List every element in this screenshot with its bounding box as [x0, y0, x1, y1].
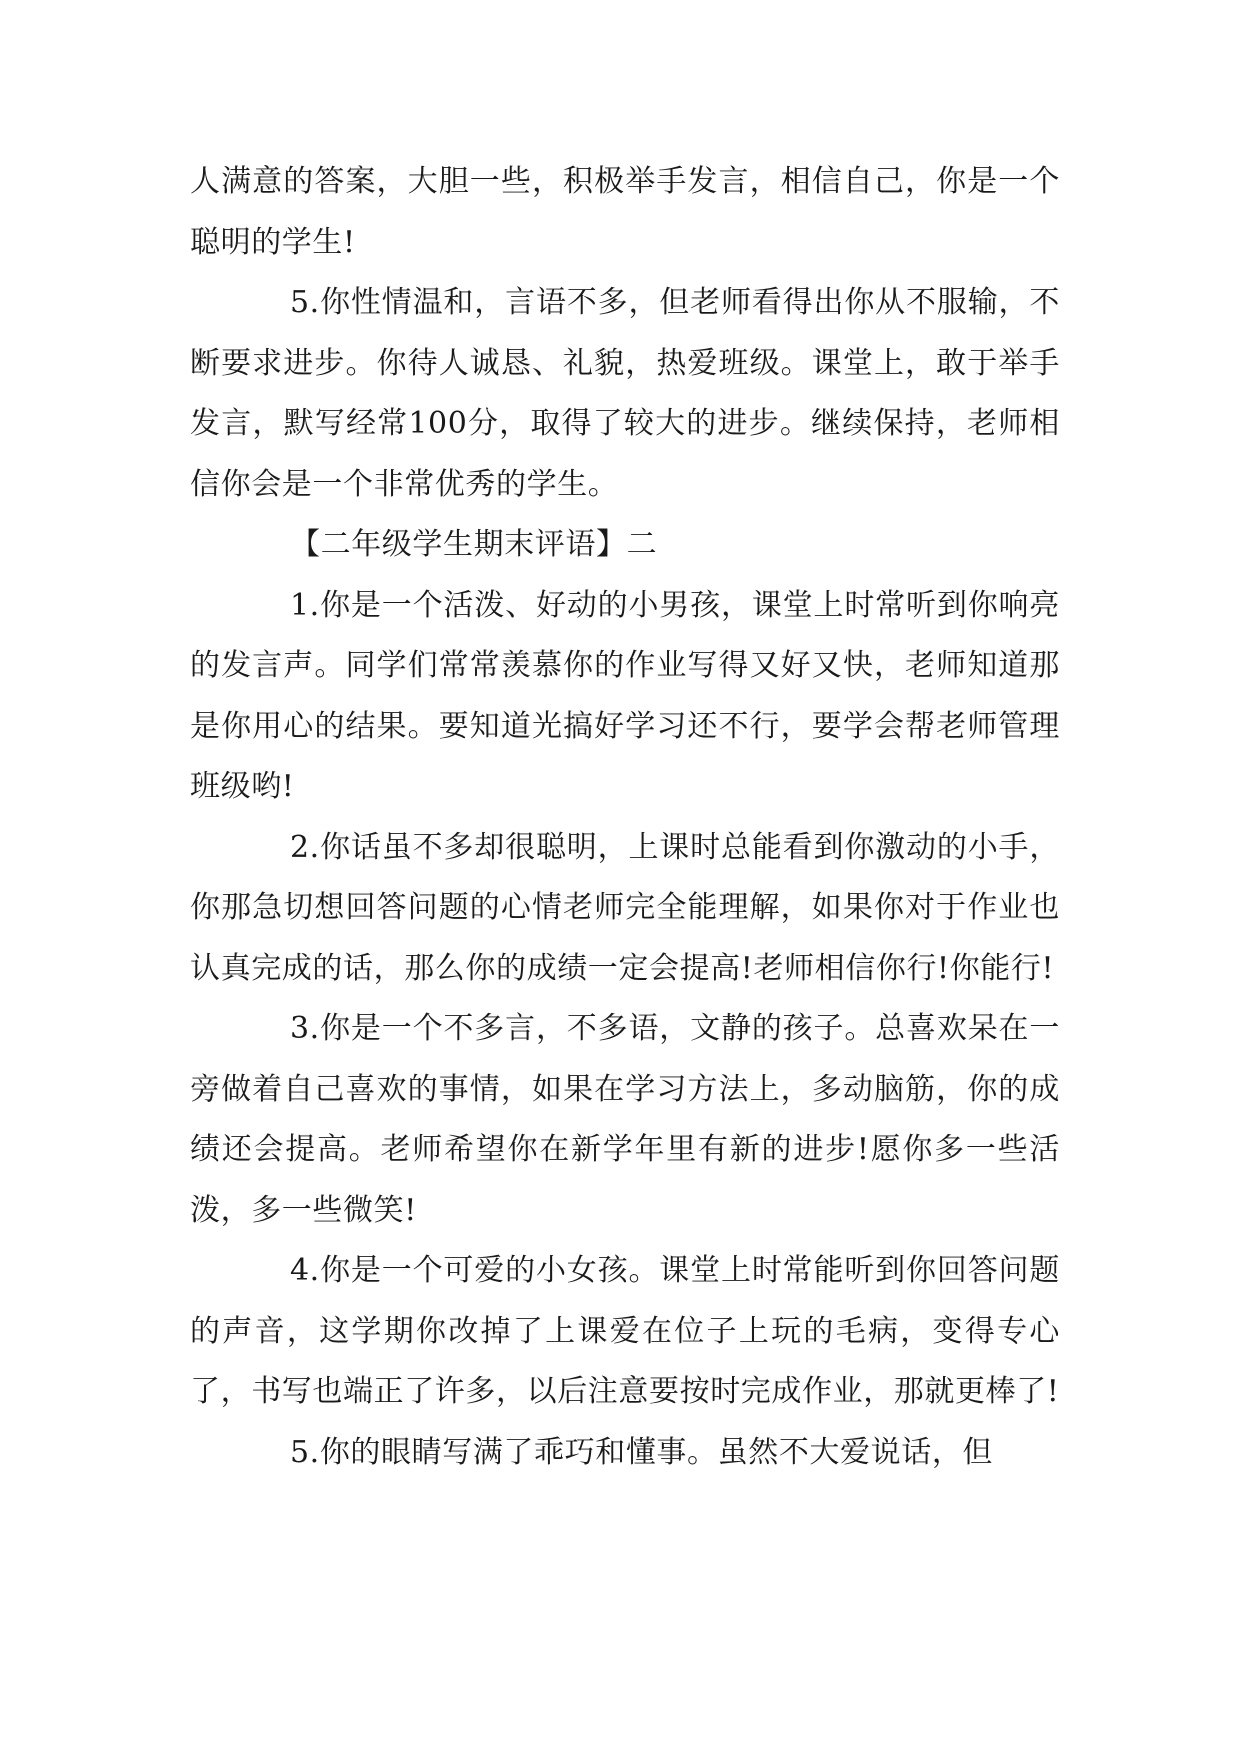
- document-page: [190, 152, 1060, 1483]
- paragraph-comment-2: 2.你话虽不多却很聪明，上课时总能看到你激动的小手，你那急切想回答问题的心情老师完全能理解，如果你对于作业也认真完成的话，那么你的成绩一定会提高!老师相信你行!你能行!: [190, 829, 1060, 986]
- paragraph-continued: 人满意的答案，大胆一些，积极举手发言，相信自己，你是一个聪明的学生!: [190, 164, 1060, 260]
- paragraph-comment-5: 5.你性情温和，言语不多，但老师看得出你从不服输，不断要求进步。你待人诚恳、礼貌，热爱班级。课堂上，敢于举手发言，默写经常100分，取得了较大的进步。继续保持，老师相信你会是一个非常优秀的学生。: [190, 285, 1060, 502]
- section-heading: 【二年级学生期末评语】二: [290, 527, 658, 562]
- paragraph-comment-3: 3.你是一个不多言，不多语，文静的孩子。总喜欢呆在一旁做着自己喜欢的事情，如果在学习方法上，多动脑筋，你的成绩还会提高。老师希望你在新学年里有新的进步!愿你多一些活泼，多一些微笑!: [190, 1011, 1060, 1228]
- paragraph-comment-4: 4.你是一个可爱的小女孩。课堂上时常能听到你回答问题的声音，这学期你改掉了上课爱在位子上玩的毛病，变得专心了，书写也端正了许多，以后注意要按时完成作业，那就更棒了!: [190, 1253, 1060, 1409]
- paragraph-comment-5-partial: 5.你的眼睛写满了乖巧和懂事。虽然不大爱说话，但: [290, 1434, 994, 1470]
- paragraph-comment-1: 1.你是一个活泼、好动的小男孩，课堂上时常听到你响亮的发言声。同学们常常羡慕你的作业写得又好又快，老师知道那是你用心的结果。要知道光搞好学习还不行，要学会帮老师管理班级哟!: [190, 587, 1060, 804]
